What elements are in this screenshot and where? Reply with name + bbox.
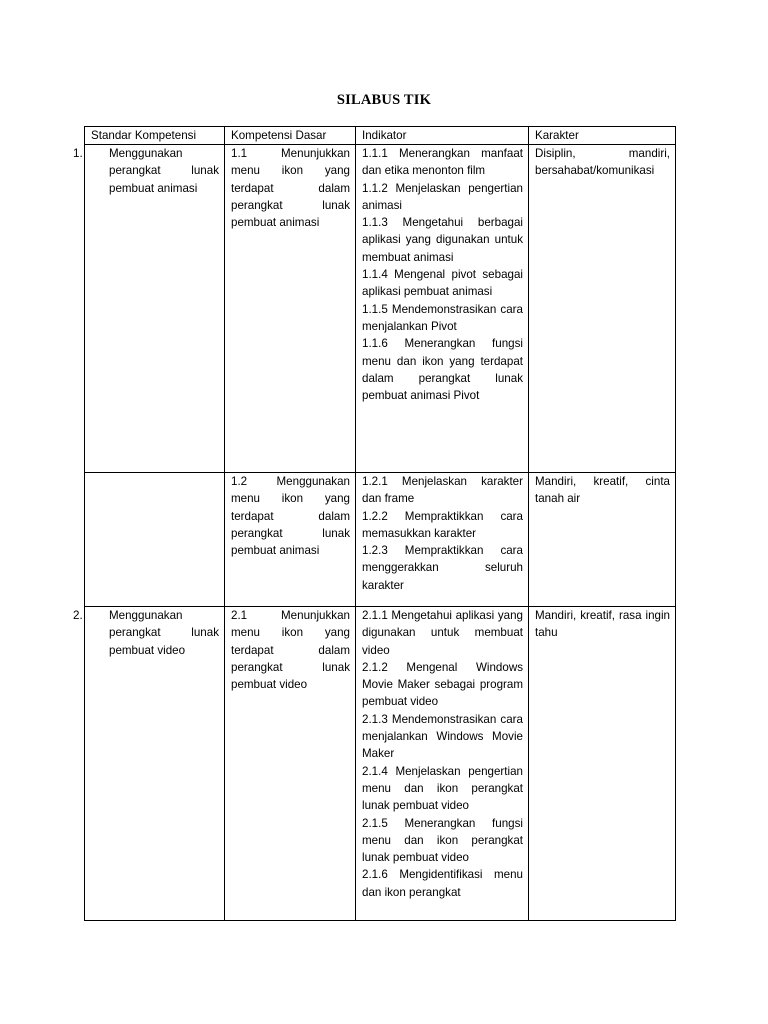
indikator-item: 1.1.5 Mendemonstrasikan cara menjalankan Pivot: [362, 302, 523, 333]
sk-text: Menggunakan perangkat lunak pembuat video: [109, 609, 219, 657]
indikator-item: 1.2.3 Mempraktikkan cara menggerakkan seluruh karakter: [362, 544, 523, 592]
syllabus-table: [73, 126, 676, 921]
indikator-item: 1.1.2 Menjelaskan pengertian animasi: [362, 181, 523, 212]
indikator-cell: [356, 473, 529, 607]
header-indikator: Indikator: [356, 127, 529, 145]
indikator-item: 2.1.2 Mengenal Windows Movie Maker sebagai program pembuat video: [362, 660, 523, 709]
standar-kompetensi-cell: [73, 607, 225, 921]
sk-text: Menggunakan perangkat lunak pembuat animasi: [109, 147, 219, 195]
indikator-item: 2.1.3 Mendemonstrasikan cara menjalankan Windows Movie Maker: [362, 712, 523, 761]
header-standar-kompetensi: Standar Kompetensi: [85, 127, 225, 145]
karakter-cell: Mandiri, kreatif, rasa ingin tahu: [529, 607, 676, 921]
standar-kompetensi-cell: [73, 145, 225, 473]
document-title: SILABUS TIK: [336, 92, 432, 108]
indikator-item: 1.1.4 Mengenal pivot sebagai aplikasi pembuat animasi: [362, 268, 523, 299]
indikator-cell: [356, 607, 529, 921]
table-row: [85, 473, 676, 607]
indikator-item: 2.1.6 Mengidentifikasi menu dan ikon perangkat: [362, 868, 523, 899]
table-header-row: [85, 127, 676, 145]
indikator-item: 1.2.2 Mempraktikkan cara memasukkan karakter: [362, 509, 523, 540]
indikator-item: 1.1.3 Mengetahui berbagai aplikasi yang digunakan untuk membuat animasi: [362, 216, 523, 264]
indikator-item: 2.1.1 Mengetahui aplikasi yang digunakan untuk membuat video: [362, 609, 523, 657]
header-karakter: Karakter: [529, 127, 676, 145]
header-kompetensi-dasar: Kompetensi Dasar: [225, 127, 356, 145]
indikator-item: 2.1.4 Menjelaskan pengertian menu dan ikon perangkat lunak pembuat video: [362, 764, 523, 813]
standar-kompetensi-cell: [85, 473, 225, 607]
sk-number: 1.: [73, 147, 83, 160]
indikator-item: 1.1.1 Menerangkan manfaat dan etika menonton film: [362, 147, 523, 178]
sk-number: 2.: [73, 609, 83, 622]
karakter-cell: Mandiri, kreatif, cinta tanah air: [529, 473, 676, 607]
indikator-item: 1.1.6 Menerangkan fungsi menu dan ikon yang terdapat dalam perangkat lunak pembuat animasi Pivot: [362, 337, 523, 403]
kompetensi-dasar-cell: 1.1 Menunjukkan menu ikon yang terdapat dalam perangkat lunak pembuat animasi: [225, 145, 356, 473]
kompetensi-dasar-cell: 1.2 Menggunakan menu ikon yang terdapat dalam perangkat lunak pembuat animasi: [225, 473, 356, 607]
indikator-item: 2.1.5 Menerangkan fungsi menu dan ikon perangkat lunak pembuat video: [362, 816, 523, 865]
karakter-cell: Disiplin, mandiri, bersahabat/komunikasi: [529, 145, 676, 473]
table-row: [85, 145, 676, 473]
indikator-list: [362, 607, 523, 919]
indikator-cell: [356, 145, 529, 473]
kompetensi-dasar-cell: 2.1 Menunjukkan menu ikon yang terdapat dalam perangkat lunak pembuat video: [225, 607, 356, 921]
indikator-item: 1.2.1 Menjelaskan karakter dan frame: [362, 475, 523, 506]
table-row: [85, 607, 676, 921]
